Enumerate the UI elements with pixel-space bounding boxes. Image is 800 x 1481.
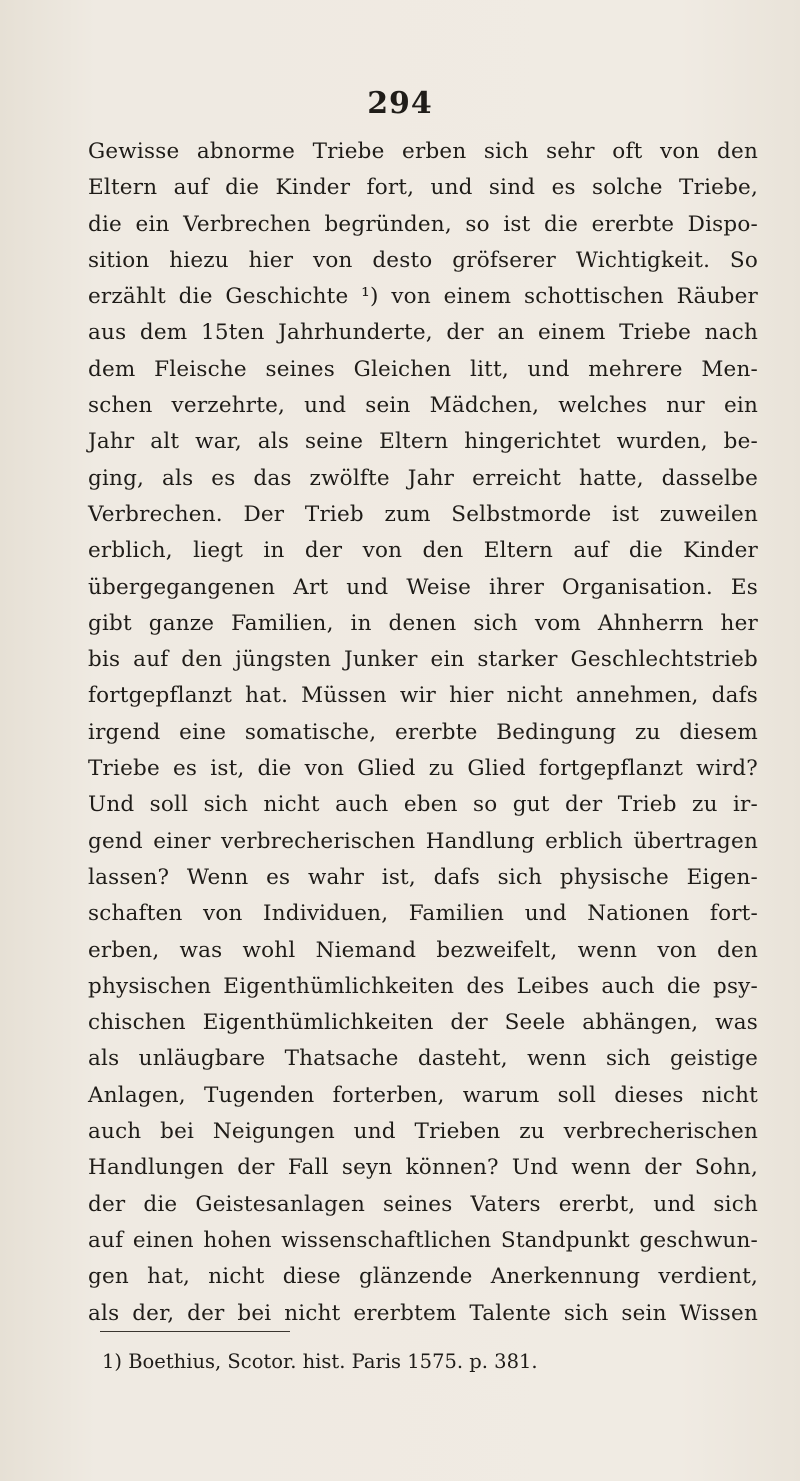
text-line: Handlungen der Fall seyn können? Und wenn der Sohn, xyxy=(88,1155,758,1181)
text-line: sition hiezu hier von desto gröfserer Wichtigkeit. So xyxy=(88,247,758,273)
text-line: erben, was wohl Niemand bezweifelt, wenn von den xyxy=(88,937,758,963)
body-text xyxy=(88,134,758,1332)
text-line: chischen Eigenthümlichkeiten der Seele abhängen, was xyxy=(88,1010,758,1036)
text-line: auf einen hohen wissenschaftlichen Standpunkt geschwun- xyxy=(88,1227,758,1253)
footnote: 1) Boethius, Scotor. hist. Paris 1575. p. 381. xyxy=(102,1350,538,1373)
text-line: Verbrechen. Der Trieb zum Selbstmorde ist zuweilen xyxy=(88,501,758,527)
text-line: auch bei Neigungen und Trieben zu verbrecherischen xyxy=(88,1119,758,1145)
text-line: als unläugbare Thatsache dasteht, wenn sich geistige xyxy=(88,1046,758,1072)
page-number: 294 xyxy=(367,86,433,121)
text-line: gen hat, nicht diese glänzende Anerkennung verdient, xyxy=(88,1264,758,1290)
text-line: schen verzehrte, und sein Mädchen, welches nur ein xyxy=(88,393,758,419)
text-line: physischen Eigenthümlichkeiten des Leibes auch die psy- xyxy=(88,973,758,999)
text-line: irgend eine somatische, ererbte Bedingung zu diesem xyxy=(88,719,758,745)
text-line: fortgepflanzt hat. Müssen wir hier nicht annehmen, dafs xyxy=(88,683,758,709)
text-line: Triebe es ist, die von Glied zu Glied fortgepflanzt wird? xyxy=(88,756,758,782)
text-line: Und soll sich nicht auch eben so gut der Trieb zu ir- xyxy=(88,792,758,818)
text-line: bis auf den jüngsten Junker ein starker Geschlechtstrieb xyxy=(88,647,758,673)
text-line: gend einer verbrecherischen Handlung erblich übertragen xyxy=(88,828,758,854)
text-line: als der, der bei nicht ererbtem Talente sich sein Wissen xyxy=(88,1300,758,1326)
text-line: übergegangenen Art und Weise ihrer Organisation. Es xyxy=(88,574,758,600)
text-line: gibt ganze Familien, in denen sich vom Ahnherrn her xyxy=(88,610,758,636)
text-line: Gewisse abnorme Triebe erben sich sehr oft von den xyxy=(88,139,758,164)
text-line: erzählt die Geschichte ¹) von einem schottischen Räuber xyxy=(88,284,758,310)
text-line: die ein Verbrechen begründen, so ist die ererbte Dispo- xyxy=(88,211,758,237)
text-line: ging, als es das zwölfte Jahr erreicht hatte, dasselbe xyxy=(88,465,758,491)
text-line: erblich, liegt in der von den Eltern auf die Kinder xyxy=(88,538,758,564)
text-line: Eltern auf die Kinder fort, und sind es solche Triebe, xyxy=(88,175,758,201)
text-line: lassen? Wenn es wahr ist, dafs sich physische Eigen- xyxy=(88,864,758,890)
text-line: aus dem 15ten Jahrhunderte, der an einem Triebe nach xyxy=(88,320,758,346)
text-line: Jahr alt war, als seine Eltern hingerichtet wurden, be- xyxy=(88,429,758,455)
text-line: der die Geistesanlagen seines Vaters ererbt, und sich xyxy=(88,1191,758,1217)
footnote-divider xyxy=(100,1331,290,1332)
text-line: Anlagen, Tugenden forterben, warum soll dieses nicht xyxy=(88,1082,758,1108)
text-line: schaften von Individuen, Familien und Nationen fort- xyxy=(88,901,758,927)
text-line: dem Fleische seines Gleichen litt, und mehrere Men- xyxy=(88,356,758,382)
